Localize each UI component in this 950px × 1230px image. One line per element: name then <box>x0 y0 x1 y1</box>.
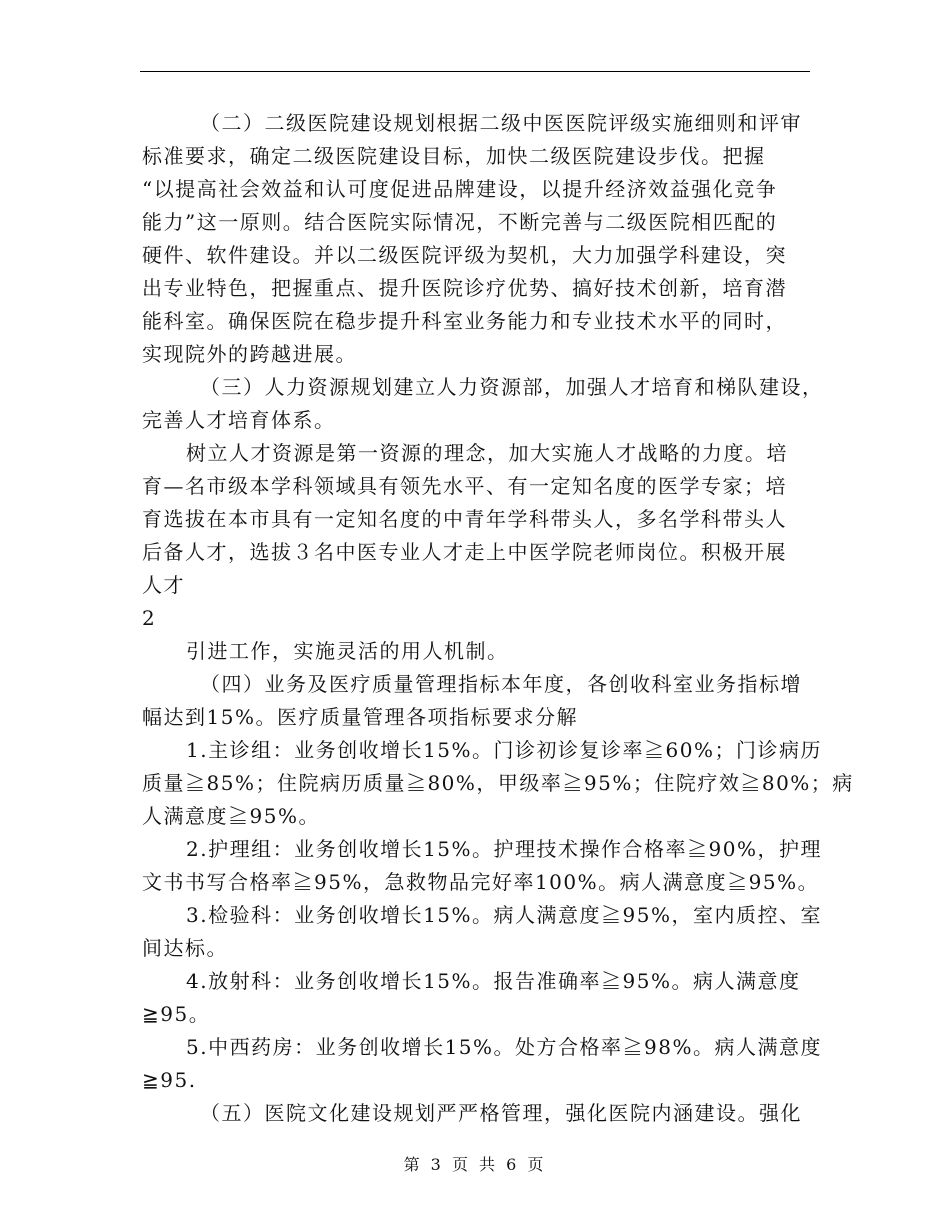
paragraph-line: 育选拔在本市具有一定知名度的中青年学科带头人，多名学科带头人 <box>142 507 787 531</box>
paragraph-line: 出专业特色，把握重点、提升医院诊疗优势、搞好技术创新，培育潜 <box>142 276 787 300</box>
paragraph-line: 能科室。确保医院在稳步提升科室业务能力和专业技术水平的同时， <box>142 309 787 333</box>
list-item-line: 3.检验科：业务创收增长15%。病人满意度≧95%，室内质控、室 <box>186 903 822 927</box>
paragraph-line: 人才 <box>142 573 185 597</box>
paragraph-line: 后备人才，选拔３名中医专业人才走上中医学院老师岗位。积极开展 <box>142 540 787 564</box>
paragraph-line: 硬件、软件建设。并以二级医院评级为契机，大力加强学科建设，突 <box>142 243 787 267</box>
paragraph-line: 标准要求，确定二级医院建设目标，加快二级医院建设步伐。把握 <box>142 144 766 168</box>
paragraph-line: 树立人才资源是第一资源的理念，加大实施人才战略的力度。培 <box>186 441 788 465</box>
paragraph-line: 能力”这一原则。结合医院实际情况，不断完善与二级医院相匹配的 <box>142 210 778 234</box>
paragraph-line: （四）业务及医疗质量管理指标本年度，各创收科室业务指标增 <box>200 672 802 696</box>
list-item-line: 4.放射科：业务创收增长15%。报告准确率≧95%。病人满意度 <box>186 969 801 993</box>
paragraph-line: （五）医院文化建设规划严严格管理，强化医院内涵建设。强化 <box>200 1101 802 1125</box>
header-rule <box>140 71 810 72</box>
list-item-line: 文书书写合格率≧95%，急救物品完好率100%。病人满意度≧95%。 <box>142 870 820 894</box>
paragraph-line: “以提高社会效益和认可度促进品牌建设，以提升经济效益强化竞争 <box>142 177 778 201</box>
list-item-line: 1.主诊组：业务创收增长15%。门诊初诊复诊率≧60%；门诊病历 <box>186 738 822 762</box>
list-item-line: ≧95. <box>142 1068 197 1092</box>
list-item-line: 间达标。 <box>142 936 228 960</box>
list-item-line: 2.护理组：业务创收增长15%。护理技术操作合格率≧90%，护理 <box>186 837 822 861</box>
paragraph-line: 实现院外的跨越进展。 <box>142 342 357 366</box>
list-item-line: ≧95。 <box>142 1002 211 1026</box>
inline-page-number: 2 <box>142 606 157 630</box>
paragraph-line: （三）人力资源规划建立人力资源部，加强人才培育和梯队建设， <box>200 375 824 399</box>
list-item-line: 5.中西药房：业务创收增长15%。处方合格率≧98%。病人满意度 <box>186 1035 822 1059</box>
paragraph-line: （二）二级医院建设规划根据二级中医医院评级实施细则和评审 <box>200 111 802 135</box>
paragraph-line: 引进工作，实施灵活的用人机制。 <box>186 639 509 663</box>
page-footer: 第 3 页 共 6 页 <box>403 1155 547 1174</box>
paragraph-line: 幅达到15%。医疗质量管理各项指标要求分解 <box>142 705 578 729</box>
list-item-line: 质量≧85%；住院病历质量≧80%，甲级率≧95%；住院疗效≧80%；病 <box>142 771 854 795</box>
list-item-line: 人满意度≧95%。 <box>142 804 320 828</box>
paragraph-line: 完善人才培育体系。 <box>142 408 336 432</box>
paragraph-line: 育—名市级本学科领域具有领先水平、有一定知名度的医学专家；培 <box>142 474 787 498</box>
